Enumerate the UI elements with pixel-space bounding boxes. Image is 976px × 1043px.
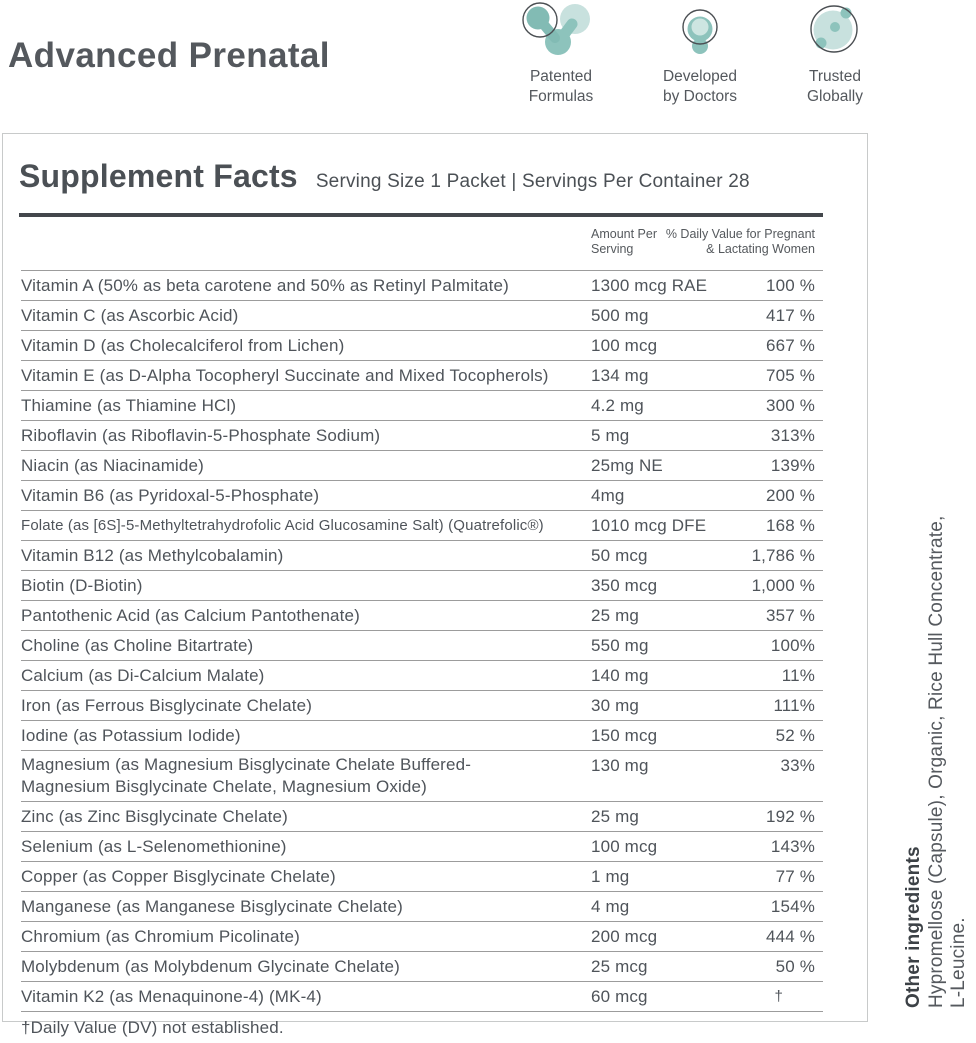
- nutrient-name: Niacin (as Niacinamide): [21, 455, 204, 475]
- supplement-facts-panel: [2, 133, 868, 1037]
- nutrient-name: Manganese (as Manganese Bisglycinate Chelate): [21, 896, 403, 916]
- table-row: [21, 862, 823, 892]
- table-row: [21, 361, 823, 391]
- nutrient-dv: 357 %: [766, 605, 815, 625]
- nutrient-name: Vitamin C (as Ascorbic Acid): [21, 305, 239, 325]
- nutrient-amount: 4 mg: [591, 896, 630, 916]
- table-row: [21, 391, 823, 421]
- badge-label: Patented Formulas: [528, 68, 594, 105]
- nutrient-amount: 30 mg: [591, 695, 639, 715]
- table-row: [21, 451, 823, 481]
- nutrient-name: Biotin (D-Biotin): [21, 575, 143, 595]
- nutrient-dv: 300 %: [766, 395, 815, 415]
- table-row: [21, 571, 823, 601]
- nutrient-dv: 100 %: [766, 275, 815, 295]
- nutrient-amount: 1010 mcg DFE: [591, 515, 707, 535]
- nutrient-amount: 500 mg: [591, 305, 649, 325]
- nutrient-amount: 50 mcg: [591, 545, 648, 565]
- table-row: [21, 832, 823, 862]
- nutrient-amount: 60 mcg: [591, 986, 648, 1006]
- badge-label: Developed by Doctors: [662, 68, 738, 105]
- table-row: [21, 541, 823, 571]
- nutrient-name: Zinc (as Zinc Bisglycinate Chelate): [21, 806, 288, 826]
- daily-value-footnote: †Daily Value (DV) not established.: [21, 1017, 284, 1037]
- nutrient-name: Iron (as Ferrous Bisglycinate Chelate): [21, 695, 313, 715]
- nutrient-name: Calcium (as Di-Calcium Malate): [21, 665, 265, 685]
- nutrient-name: Selenium (as L-Selenomethionine): [21, 836, 287, 856]
- nutrient-dv: 667 %: [766, 335, 815, 355]
- nutrient-amount: 1 mg: [591, 866, 630, 886]
- nutrient-dv: 11%: [781, 665, 815, 685]
- nutrient-name: Vitamin E (as D-Alpha Tocopheryl Succinate and Mixed Tocopherols): [21, 365, 549, 385]
- nutrient-dv: 1,786 %: [751, 545, 815, 565]
- nutrient-amount: 25 mg: [591, 605, 639, 625]
- table-row: [21, 982, 823, 1012]
- serving-info: Serving Size 1 Packet | Servings Per Container 28: [315, 171, 750, 192]
- nutrient-name: Pantothenic Acid (as Calcium Pantothenate): [21, 605, 360, 625]
- nutrient-dv: 1,000 %: [751, 575, 815, 595]
- nutrient-name: Copper (as Copper Bisglycinate Chelate): [21, 866, 336, 886]
- nutrient-dv: 444 %: [766, 926, 815, 946]
- cell-icon: [644, 2, 756, 60]
- nutrient-table: [21, 270, 823, 1043]
- nutrient-dv: 100%: [770, 635, 815, 655]
- nutrient-name: Magnesium (as Magnesium Bisglycinate Chelate Buffered- Magnesium Bisglycinate Chelate, Magnesium Oxide): [21, 755, 472, 796]
- nutrient-dv: 50 %: [775, 956, 815, 976]
- panel-header: [19, 158, 750, 195]
- column-header-daily-value: % Daily Value for Pregnant & Lactating Women: [665, 227, 815, 256]
- nutrient-dv: 313%: [770, 425, 815, 445]
- nutrient-dv: 111%: [773, 695, 815, 715]
- nutrient-amount: 5 mg: [591, 425, 630, 445]
- nutrient-name: Vitamin D (as Cholecalciferol from Lichen): [21, 335, 345, 355]
- table-row: [21, 301, 823, 331]
- nutrient-amount: 1300 mcg RAE: [591, 275, 708, 295]
- table-row: [21, 661, 823, 691]
- table-row: [21, 481, 823, 511]
- nutrient-amount: 25mg NE: [591, 455, 663, 475]
- page-title: Advanced Prenatal: [8, 36, 330, 75]
- badge-developed-by-doctors: [644, 2, 756, 107]
- nutrient-dv: 33%: [780, 756, 815, 775]
- nutrient-dv: 143%: [770, 836, 815, 856]
- nutrient-name: Iodine (as Potassium Iodide): [21, 725, 241, 745]
- table-row: [21, 892, 823, 922]
- nutrient-amount: 550 mg: [591, 635, 649, 655]
- table-row: [21, 511, 823, 541]
- other-ingredients-heading: Other ingredients: [903, 846, 924, 1008]
- nutrient-name: Vitamin B12 (as Methylcobalamin): [21, 545, 284, 565]
- supplement-facts-title: Supplement Facts: [19, 158, 298, 194]
- header-rule: [19, 213, 823, 217]
- table-row: [21, 421, 823, 451]
- nutrient-amount: 25 mg: [591, 806, 639, 826]
- nutrient-amount: 100 mcg: [591, 335, 658, 355]
- nutrient-dv: 139%: [770, 455, 815, 475]
- table-row: [21, 751, 823, 802]
- globe-icon: [779, 2, 891, 60]
- nutrient-name: Chromium (as Chromium Picolinate): [21, 926, 300, 946]
- nutrient-dv-dagger: †: [774, 988, 783, 1005]
- badge-patented-formulas: [505, 2, 617, 107]
- nutrient-name: Choline (as Choline Bitartrate): [21, 635, 254, 655]
- nutrient-amount: 134 mg: [591, 365, 649, 385]
- nutrient-name: Thiamine (as Thiamine HCl): [21, 395, 237, 415]
- table-row: [21, 952, 823, 982]
- nutrient-dv: 52 %: [775, 725, 815, 745]
- column-header-amount: Amount Per Serving: [591, 227, 658, 256]
- nutrient-name: Vitamin K2 (as Menaquinone-4) (MK-4): [21, 986, 322, 1006]
- nutrient-amount: 140 mg: [591, 665, 649, 685]
- table-row: [21, 922, 823, 952]
- nutrient-amount: 25 mcg: [591, 956, 648, 976]
- table-row: [21, 691, 823, 721]
- table-row: [21, 721, 823, 751]
- nutrient-name: Molybdenum (as Molybdenum Glycinate Chelate): [21, 956, 400, 976]
- nutrient-amount: 4.2 mg: [591, 395, 644, 415]
- table-row: [21, 271, 823, 301]
- nutrient-dv: 77 %: [775, 866, 815, 886]
- table-row: [21, 631, 823, 661]
- nutrient-amount: 200 mcg: [591, 926, 658, 946]
- badge-trusted-globally: [779, 2, 891, 107]
- nutrient-dv: 705 %: [766, 365, 815, 385]
- other-ingredients: [903, 515, 971, 1008]
- nutrient-name: Vitamin A (50% as beta carotene and 50% as Retinyl Palmitate): [21, 275, 509, 295]
- nutrient-dv: 192 %: [766, 806, 815, 826]
- nutrient-name: Folate (as [6S]-5-Methyltetrahydrofolic Acid Glucosamine Salt) (Quatrefolic®): [21, 517, 544, 534]
- nutrient-name: Riboflavin (as Riboflavin-5-Phosphate Sodium): [21, 425, 381, 445]
- nutrient-amount: 350 mcg: [591, 575, 658, 595]
- table-row: [21, 601, 823, 631]
- nutrient-amount: 150 mcg: [591, 725, 658, 745]
- nutrient-amount: 100 mcg: [591, 836, 658, 856]
- nutrient-amount: 130 mg: [591, 756, 649, 775]
- badge-label: Trusted Globally: [807, 68, 863, 105]
- nutrient-dv: 417 %: [766, 305, 815, 325]
- nutrient-name: Vitamin B6 (as Pyridoxal-5-Phosphate): [21, 485, 320, 505]
- nutrient-amount: 4mg: [591, 485, 625, 505]
- other-ingredients-line: L-Leucine.: [948, 917, 969, 1008]
- molecule-icon: [505, 2, 617, 60]
- nutrient-dv: 168 %: [766, 515, 815, 535]
- table-row: [21, 331, 823, 361]
- nutrient-dv: 154%: [770, 896, 815, 916]
- table-row: [21, 802, 823, 832]
- other-ingredients-line: Hypromellose (Capsule), Organic, Rice Hull Concentrate,: [925, 515, 947, 1008]
- nutrient-dv: 200 %: [766, 485, 815, 505]
